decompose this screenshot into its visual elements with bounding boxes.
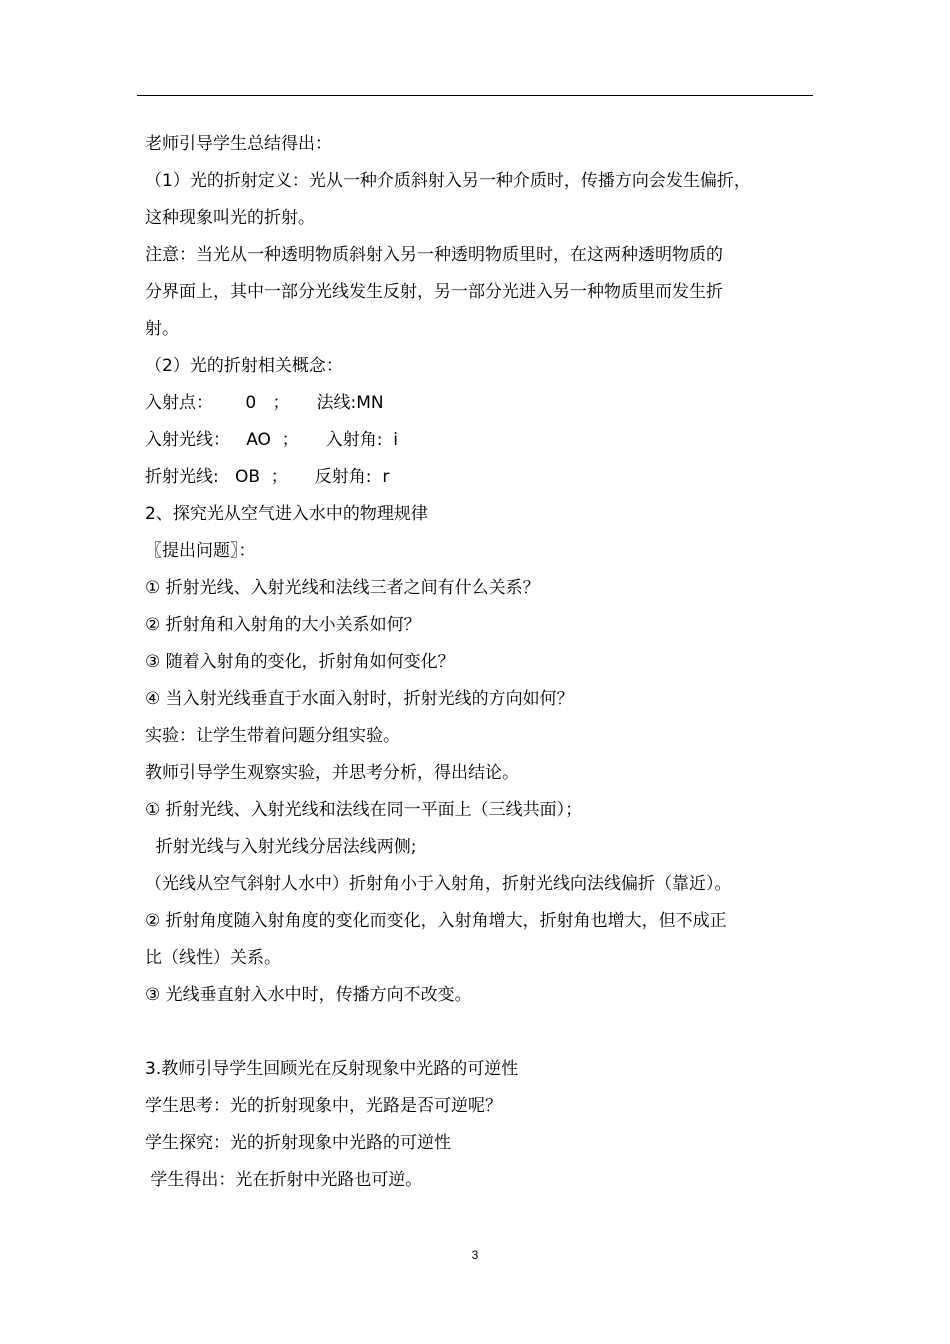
list-item: ③ 随着入射角的变化，折射角如何变化？ xyxy=(145,652,455,672)
paragraph-line: 教师引导学生观察实验，并思考分析，得出结论。 xyxy=(145,763,519,783)
document-body xyxy=(145,126,817,1199)
list-item: ② 折射角和入射角的大小关系如何？ xyxy=(145,615,421,635)
list-item: ② 折射角度随入射角度的变化而变化，入射角增大，折射角也增大，但不成正 xyxy=(145,911,727,931)
paragraph-line: 比（线性）关系。 xyxy=(145,948,281,968)
section-heading: 2、探究光从空气进入水中的物理规律 xyxy=(145,504,428,524)
paragraph-line: 折射光线: OB ； 反射角: r xyxy=(145,467,390,487)
list-item: ④ 当入射光线垂直于水面入射时，折射光线的方向如何？ xyxy=(145,689,574,709)
paragraph-line: 射。 xyxy=(145,319,179,339)
list-item: ③ 光线垂直射入水中时，传播方向不改变。 xyxy=(145,985,472,1005)
paragraph-line: 实验：让学生带着问题分组实验。 xyxy=(145,726,400,746)
paragraph-line: （光线从空气斜射人水中）折射角小于入射角，折射光线向法线偏折（靠近）。 xyxy=(145,874,732,894)
spacer xyxy=(145,1014,817,1051)
paragraph-line: 折射光线与入射光线分居法线两侧; xyxy=(145,837,417,857)
paragraph-line: 〖提出问题〗： xyxy=(145,541,256,561)
paragraph-line: 学生得出：光在折射中光路也可逆。 xyxy=(145,1170,423,1190)
page-number: 3 xyxy=(471,1248,479,1262)
paragraph-line: 注意：当光从一种透明物质斜射入另一种透明物质里时，在这两种透明物质的 xyxy=(145,245,723,265)
header-rule xyxy=(137,95,813,96)
paragraph-line: 分界面上，其中一部分光线发生反射，另一部分光进入另一种物质里而发生折 xyxy=(145,282,723,302)
paragraph-line: （1）光的折射定义：光从一种介质斜射入另一种介质时，传播方向会发生偏折， xyxy=(145,171,751,191)
paragraph-line: 这种现象叫光的折射。 xyxy=(145,208,315,228)
list-item: ① 折射光线、入射光线和法线在同一平面上（三线共面）； xyxy=(145,800,583,820)
paragraph-line: 入射光线： AO ； 入射角: i xyxy=(145,430,399,450)
paragraph-line: 学生思考：光的折射现象中，光路是否可逆呢？ xyxy=(145,1096,502,1116)
paragraph-line: （2）光的折射相关概念： xyxy=(145,356,343,376)
paragraph-line: 学生探究：光的折射现象中光路的可逆性 xyxy=(145,1133,451,1153)
list-item: ① 折射光线、入射光线和法线三者之间有什么关系？ xyxy=(145,578,540,598)
section-heading: 3.教师引导学生回顾光在反射现象中光路的可逆性 xyxy=(145,1059,519,1079)
paragraph-line: 老师引导学生总结得出： xyxy=(145,134,332,154)
paragraph-line: 入射点： 0 ； 法线:MN xyxy=(145,393,384,413)
